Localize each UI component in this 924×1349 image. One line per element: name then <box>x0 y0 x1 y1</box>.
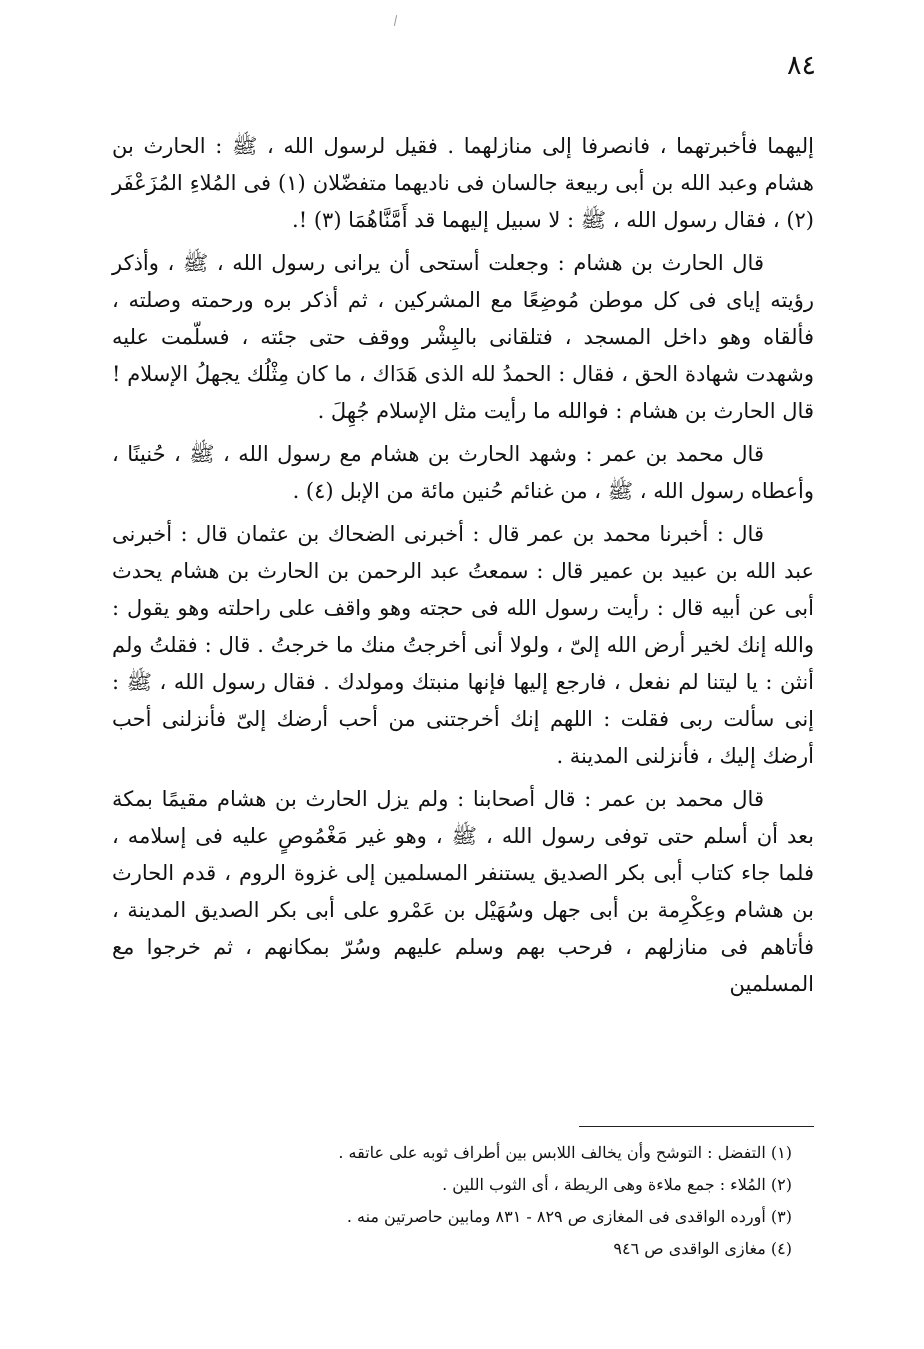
scan-mark <box>394 15 397 26</box>
paragraph: قال محمد بن عمر : قال أصحابنا : ولم يزل الحارث بن هشام مقيمًا بمكة بعد أن أسلم حتى توفى رسول الله ، ﷺ ، وهو غير مَغْمُوصٍ عليه فى إسلامه ، فلما جاء كتاب أبى بكر الصديق يستنفر المسلمين إلى غزوة الروم ، قدم الحارث بن هشام وعِكْرِمة بن أبى جهل وسُهَيْل بن عَمْرو على أبى بكر الصديق المدينة ، فأتاهم فى منازلهم ، فرحب بهم وسلم عليهم وسُرّ بمكانهم ، ثم خرجوا مع المسلمين <box>112 787 814 996</box>
page-number: ٨٤ <box>786 50 816 81</box>
footnote: (٣) أورده الواقدى فى المغازى ص ٨٢٩ - ٨٣١ ومابين حاصرتين منه . <box>346 1207 792 1226</box>
main-text <box>112 128 814 1009</box>
paragraph: قال : أخبرنا محمد بن عمر قال : أخبرنى الضحاك بن عثمان قال : أخبرنى عبد الله بن عبيد بن عمير قال : سمعتُ عبد الرحمن بن الحارث بن هشام يحدث أبى عن أبيه قال : رأيت رسول الله فى حجته وهو واقف على راحلته وهو يقول : والله إنك لخير أرض الله إلىّ ، ولولا أنى أخرجتُ منك ما خرجتُ . قال : فقلتُ ولم أنثن : يا ليتنا لم نفعل ، فارجع إليها فإنها منبتك ومولدك . فقال رسول الله ، ﷺ : إنى سألت ربى فقلت : اللهم إنك أخرجتنى من أحب أرضك إلىّ فأنزلنى أحب أرضك إليك ، فأنزلنى المدينة . <box>112 522 814 768</box>
footnote: (٤) مغازى الواقدى ص ٩٤٦ <box>613 1239 792 1258</box>
paragraph: إليهما فأخبرتهما ، فانصرفا إلى منازلهما . فقيل لرسول الله ، ﷺ : الحارث بن هشام وعبد الله بن أبى ربيعة جالسان فى ناديهما متفضّلان (١) فى المُلاءِ المُزَعْفَر (٢) ، فقال رسول الله ، ﷺ : لا سبيل إليهما قد أَمَّنَّاهُمَا (٣) !. <box>112 134 814 232</box>
footnote-divider <box>579 1126 814 1127</box>
footnote: (٢) المُلاء : جمع ملاءة وهى الريطة ، أى الثوب اللين . <box>442 1175 792 1194</box>
footnotes <box>112 1137 814 1265</box>
paragraph: قال الحارث بن هشام : وجعلت أستحى أن يرانى رسول الله ، ﷺ ، وأذكر رؤيته إياى فى كل موطن مُوضِعًا مع المشركين ، ثم أذكر بره ورحمته وصلته ، فألقاه وهو داخل المسجد ، فتلقانى بالبِشْر ووقف حتى جئته ، فسلّمت عليه وشهدت شهادة الحق ، فقال : الحمدُ لله الذى هَدَاك ، ما كان مِثْلُك يجهلُ الإسلام ! قال الحارث بن هشام : فوالله ما رأيت مثل الإسلام جُهِلَ . <box>112 251 814 423</box>
footnote: (١) التفضل : التوشح وأن يخالف اللابس بين أطراف ثوبه على عاتقه . <box>338 1143 792 1162</box>
paragraph: قال محمد بن عمر : وشهد الحارث بن هشام مع رسول الله ، ﷺ ، حُنينًا ، وأعطاه رسول الله ، ﷺ ، من غنائم حُنين مائة من الإبل (٤) . <box>112 442 814 503</box>
